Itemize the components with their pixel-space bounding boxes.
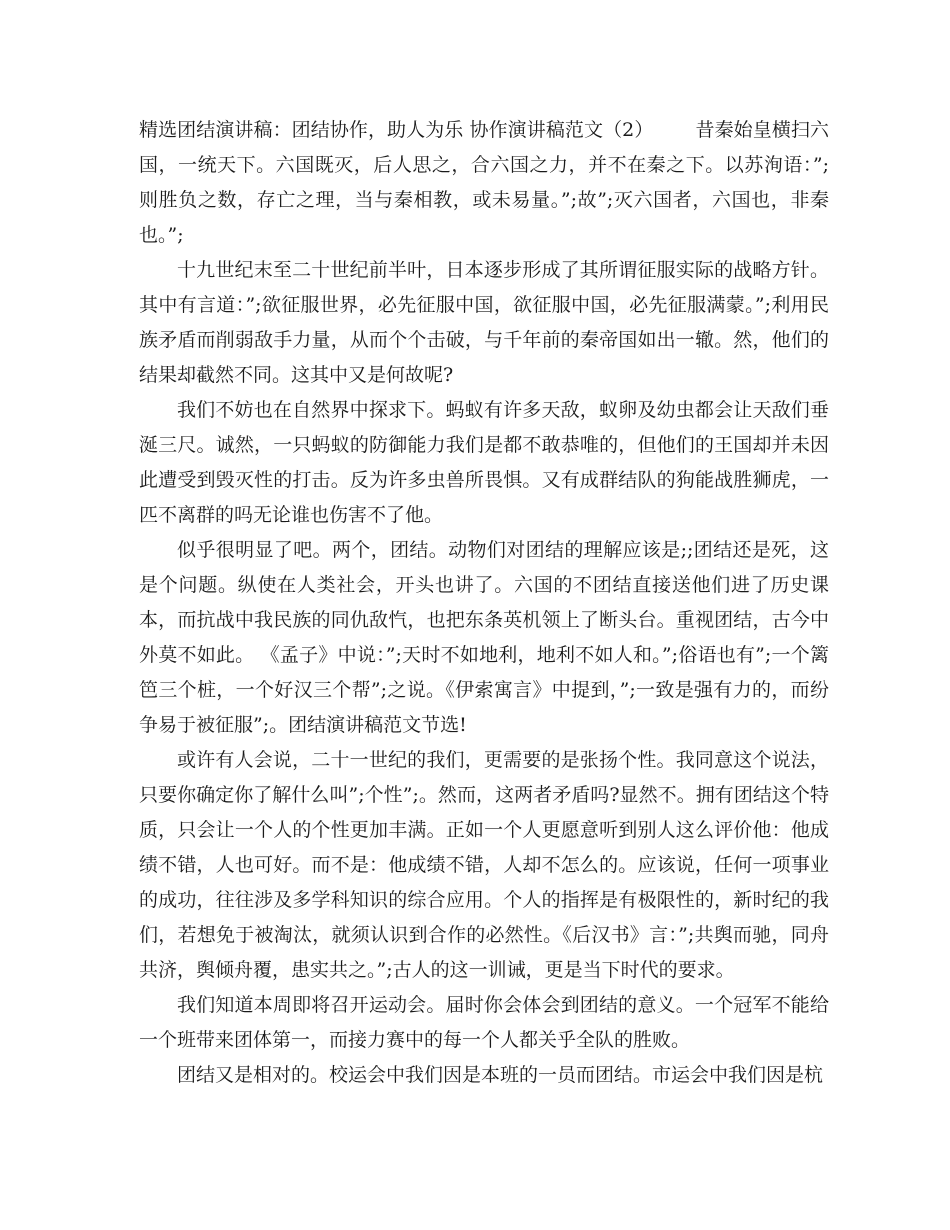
- body-paragraph: 似乎很明显了吧。两个，团结。动物们对团结的理解应该是;;团结还是死，这是个问题。纵使在人类社会，开头也讲了。六国的不团结直接送他们进了历史课本，而抗战中我民族的同仇敌忾，也把东条英机领上了断头台。重视团结，古今中外莫不如此。 《孟子》中说：”;天时不如地利，地利不如人和。”;俗语也有”;一个篱笆三个桩，一个好汉三个帮”;之说。《伊索寓言》中提到，”;一致是强有力的，而纷争易于被征服”;。团结演讲稿范文节选!: [139, 539, 829, 736]
- body-paragraph: 十九世纪末至二十世纪前半叶，日本逐步形成了其所谓征服实际的战略方针。其中有言道：”;欲征服世界，必先征服中国，欲征服中国，必先征服满蒙。”;利用民族矛盾而削弱敌手力量，从而个个击破，与千年前的秦帝国如出一辙。然，他们的结果却截然不同。这其中又是何故呢?: [139, 259, 829, 386]
- document-title: 精选团结演讲稿：团结协作，助人为乐 协作演讲稿范文（2）: [139, 119, 654, 141]
- document-body: [139, 113, 829, 1093]
- body-paragraph: 我们不妨也在自然界中探求下。蚂蚁有许多天敌，蚁卵及幼虫都会让天敌们垂涎三尺。诚然，一只蚂蚁的防御能力我们是都不敢恭唯的，但他们的王国却并未因此遭受到毁灭性的打击。反为许多虫兽所畏惧。又有成群结队的狗能战胜狮虎，一匹不离群的吗无论谁也伤害不了他。: [139, 399, 829, 526]
- body-paragraph: 团结又是相对的。校运会中我们因是本班的一员而团结。市运会中我们因是杭: [177, 1064, 824, 1086]
- body-paragraph: 或许有人会说，二十一世纪的我们，更需要的是张扬个性。我同意这个说法，只要你确定你了解什么叫”;个性”;。然而，这两者矛盾吗?显然不。拥有团结这个特质，只会让一个人的个性更加丰满。正如一个人更愿意听到别人这么评价他：他成绩不错，人也可好。而不是：他成绩不错，人却不怎么的。应该说，任何一项事业的成功，往往涉及多学科知识的综合应用。个人的指挥是有极限性的，新时纪的我们，若想免于被淘汰，就须认识到合作的必然性。《后汉书》言：”;共舆而驰，同舟共济，舆倾舟覆，患实共之。”;古人的这一训诫，更是当下时代的要求。: [139, 749, 829, 981]
- body-paragraph: 我们知道本周即将召开运动会。届时你会体会到团结的意义。一个冠军不能给一个班带来团体第一，而接力赛中的每一个人都关乎全队的胜败。: [139, 994, 829, 1051]
- paragraph-text: 昔秦始皇横扫六国，一统天下。六国既灭，后人思之，合六国之力，并不在秦之下。以苏洵语：”;则胜负之数，存亡之理，当与秦相教，或未易量。”;故”;灭六国者，六国也，非秦也。”;: [139, 119, 829, 246]
- intro-paragraph: [139, 113, 829, 253]
